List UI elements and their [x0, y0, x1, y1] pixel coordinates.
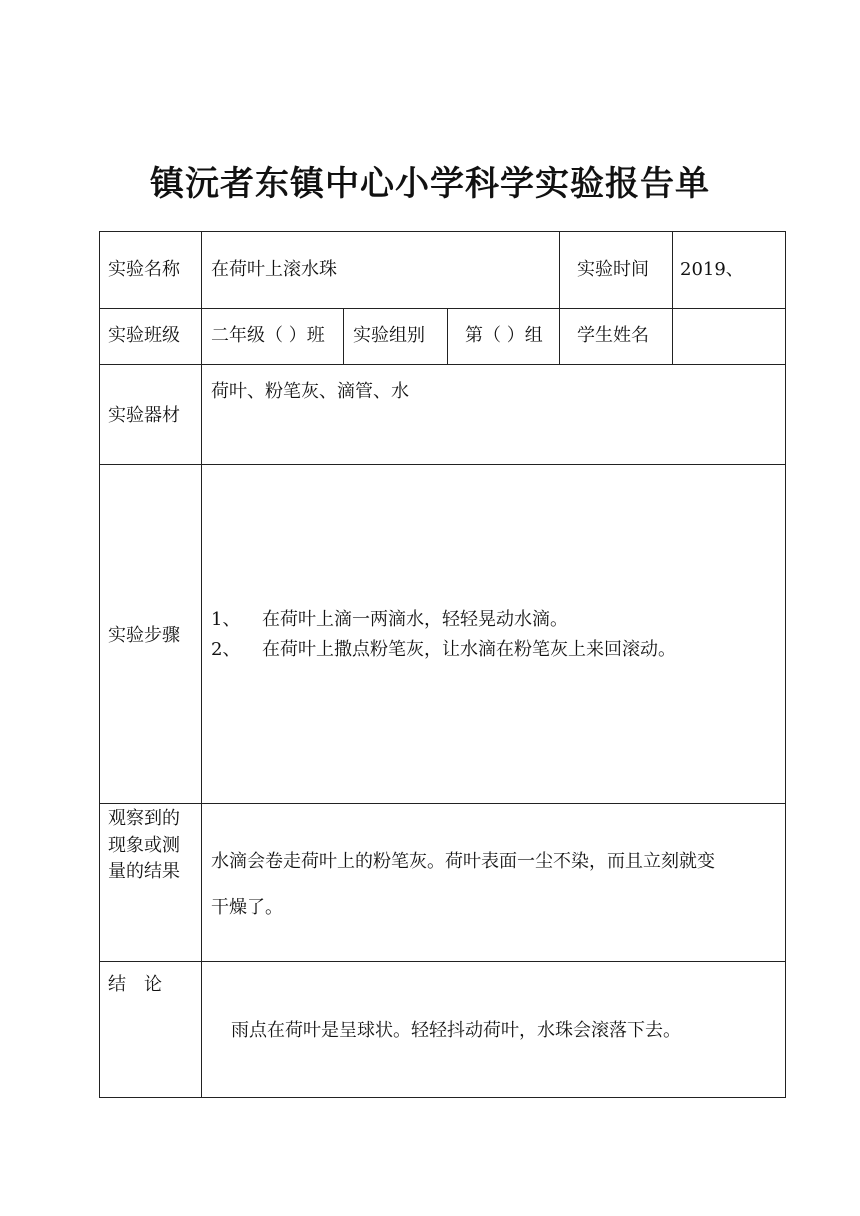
- steps-label: 实验步骤: [108, 625, 180, 646]
- table-border-left: [99, 231, 100, 1098]
- experiment-time-label: 实验时间: [577, 259, 649, 280]
- step-text: 在荷叶上撒点粉笔灰，让水滴在粉笔灰上来回滚动。: [262, 639, 676, 660]
- col-divider-group-label: [343, 308, 344, 364]
- col-divider-time-label: [559, 231, 560, 364]
- step-number: 2、: [211, 639, 241, 660]
- student-name-label: 学生姓名: [577, 325, 649, 346]
- experiment-name-value: 在荷叶上滚水珠: [211, 259, 337, 280]
- experiment-group-value: 第（ ）组: [465, 325, 543, 346]
- experiment-time-value: 2019、: [680, 259, 744, 280]
- row-divider-5: [99, 961, 786, 962]
- row-divider-3: [99, 464, 786, 465]
- conclusion-label: 结 论: [108, 974, 162, 995]
- materials-value: 荷叶、粉笔灰、滴管、水: [211, 381, 409, 402]
- report-title: 镇沅者东镇中心小学科学实验报告单: [150, 164, 710, 204]
- conclusion-value: 雨点在荷叶是呈球状。轻轻抖动荷叶，水珠会滚落下去。: [231, 1020, 681, 1041]
- experiment-name-label: 实验名称: [108, 259, 180, 280]
- row-divider-2: [99, 364, 786, 365]
- experiment-class-label: 实验班级: [108, 325, 180, 346]
- step-text: 在荷叶上滴一两滴水，轻轻晃动水滴。: [262, 609, 568, 630]
- step-number: 1、: [211, 609, 241, 630]
- experiment-group-label: 实验组别: [353, 325, 425, 346]
- table-border-bottom: [99, 1097, 786, 1098]
- experiment-class-value: 二年级（ ）班: [211, 325, 325, 346]
- col-divider-group-value: [447, 308, 448, 364]
- observation-label-line: 量的结果: [108, 861, 180, 882]
- observation-text-line: 干燥了。: [211, 897, 283, 918]
- observation-label-line: 现象或测: [108, 835, 180, 856]
- materials-label: 实验器材: [108, 405, 180, 426]
- row-divider-1: [99, 308, 786, 309]
- table-border-top: [99, 231, 786, 232]
- col-divider-time-value: [672, 231, 673, 364]
- row-divider-4: [99, 803, 786, 804]
- observation-label-line: 观察到的: [108, 808, 180, 829]
- table-border-right: [785, 231, 786, 1098]
- observation-text-line: 水滴会卷走荷叶上的粉笔灰。荷叶表面一尘不染，而且立刻就变: [211, 851, 715, 872]
- label-column-divider: [201, 231, 202, 1098]
